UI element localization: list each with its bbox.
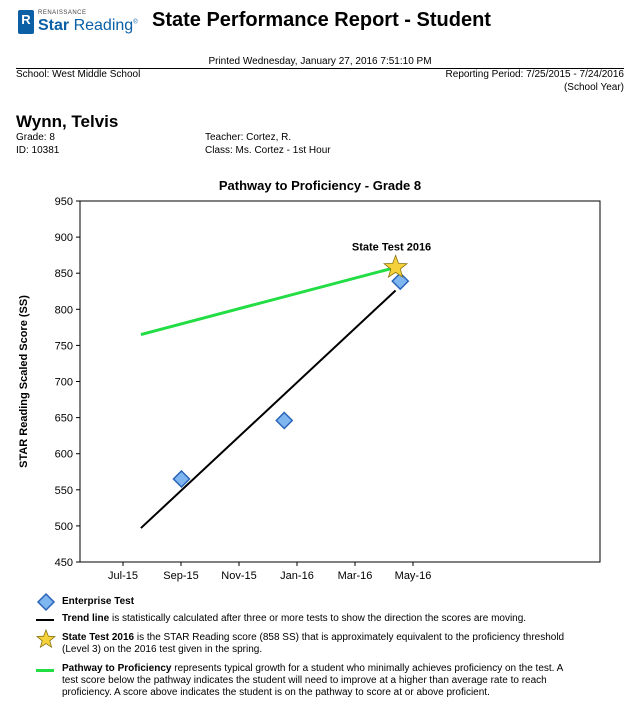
pathway-chart [0,190,640,590]
legend-state-text-2: (Level 3) on the 2016 test given in the spring. [62,644,263,655]
state-test-star-legend-icon [36,629,56,649]
y-tick-label: 450 [54,557,73,569]
legend-pathway-text-1 [62,663,563,675]
state-test-star [384,255,407,277]
y-tick-label: 950 [54,196,73,208]
x-tick-label: Jan-16 [280,570,314,582]
logo-r-icon: R [21,12,31,27]
legend-state-rest-1: is the STAR Reading score (858 SS) that is approximately equivalent to the proficiency threshold [134,632,565,643]
reporting-period: Reporting Period: 7/25/2015 - 7/24/2016 [445,69,624,80]
school-year: (School Year) [563,82,624,93]
logo-product-part1: Star [38,17,70,34]
legend-trend-text [62,613,526,625]
teacher-name: Teacher: Cortez, R. [205,132,292,143]
chart-title: Pathway to Proficiency - Grade 8 [218,178,422,193]
legend-enterprise-label: Enterprise Test [62,596,135,607]
legend-trend-rest: is statistically calculated after three or more tests to show the direction the scores are moving. [109,613,527,624]
student-grade: Grade: 8 [16,132,55,143]
y-tick-label: 900 [54,232,73,245]
trend-line [141,291,396,529]
x-tick-label: May-16 [394,570,432,582]
plot-frame [80,201,600,562]
report-title: State Performance Report - Student [152,9,491,31]
pathway-legend-icon [36,669,54,672]
y-tick-label: 500 [54,520,73,533]
y-tick-label: 550 [54,484,73,497]
logo-product: Star Reading® [38,17,138,34]
logo-product-part2: Reading [73,17,134,34]
class-name: Class: Ms. Cortez - 1st Hour [205,145,331,156]
pathway-line [141,267,396,334]
legend-pathway-text-3: proficiency. A score above indicates the student is on the pathway to score at or above proficient. [62,687,490,698]
student-name: Wynn, Telvis [16,112,119,131]
y-tick-label: 700 [54,376,73,389]
enterprise-test-point [276,412,292,428]
y-tick-label: 800 [54,304,73,317]
y-axis-label: STAR Reading Scaled Score (SS) [18,295,30,468]
x-tick-label: Nov-15 [221,570,257,582]
school-name: School: West Middle School [16,69,141,80]
logo-company: RENAISSANCE [38,10,87,16]
y-tick-label: 850 [54,268,73,281]
enterprise-test-legend-icon [36,592,56,612]
legend-state-bold: State Test 2016 [62,632,135,643]
legend-state-text-1 [62,632,564,644]
y-tick-label: 600 [54,448,73,461]
student-id: ID: 10381 [16,145,60,156]
legend-pathway-bold: Pathway to Proficiency [62,663,172,674]
legend-pathway-text-2: test score below the pathway indicates the student will need to improve at a higher than average rate to reach [62,675,547,686]
x-tick-label: Mar-16 [337,570,373,582]
x-tick-label: Jul-15 [108,570,138,582]
y-tick-label: 650 [54,412,73,425]
printed-timestamp: Printed Wednesday, January 27, 2016 7:51:10 PM [208,56,432,67]
legend-trend-bold: Trend line [62,613,110,624]
y-tick-label: 750 [54,340,73,353]
x-tick-label: Sep-15 [163,570,199,582]
legend-pathway-rest-1: represents typical growth for a student who minimally achieves proficiency on the test. A [171,663,564,674]
trend-line-legend-icon [36,619,54,621]
state-test-label: State Test 2016 [351,241,432,254]
